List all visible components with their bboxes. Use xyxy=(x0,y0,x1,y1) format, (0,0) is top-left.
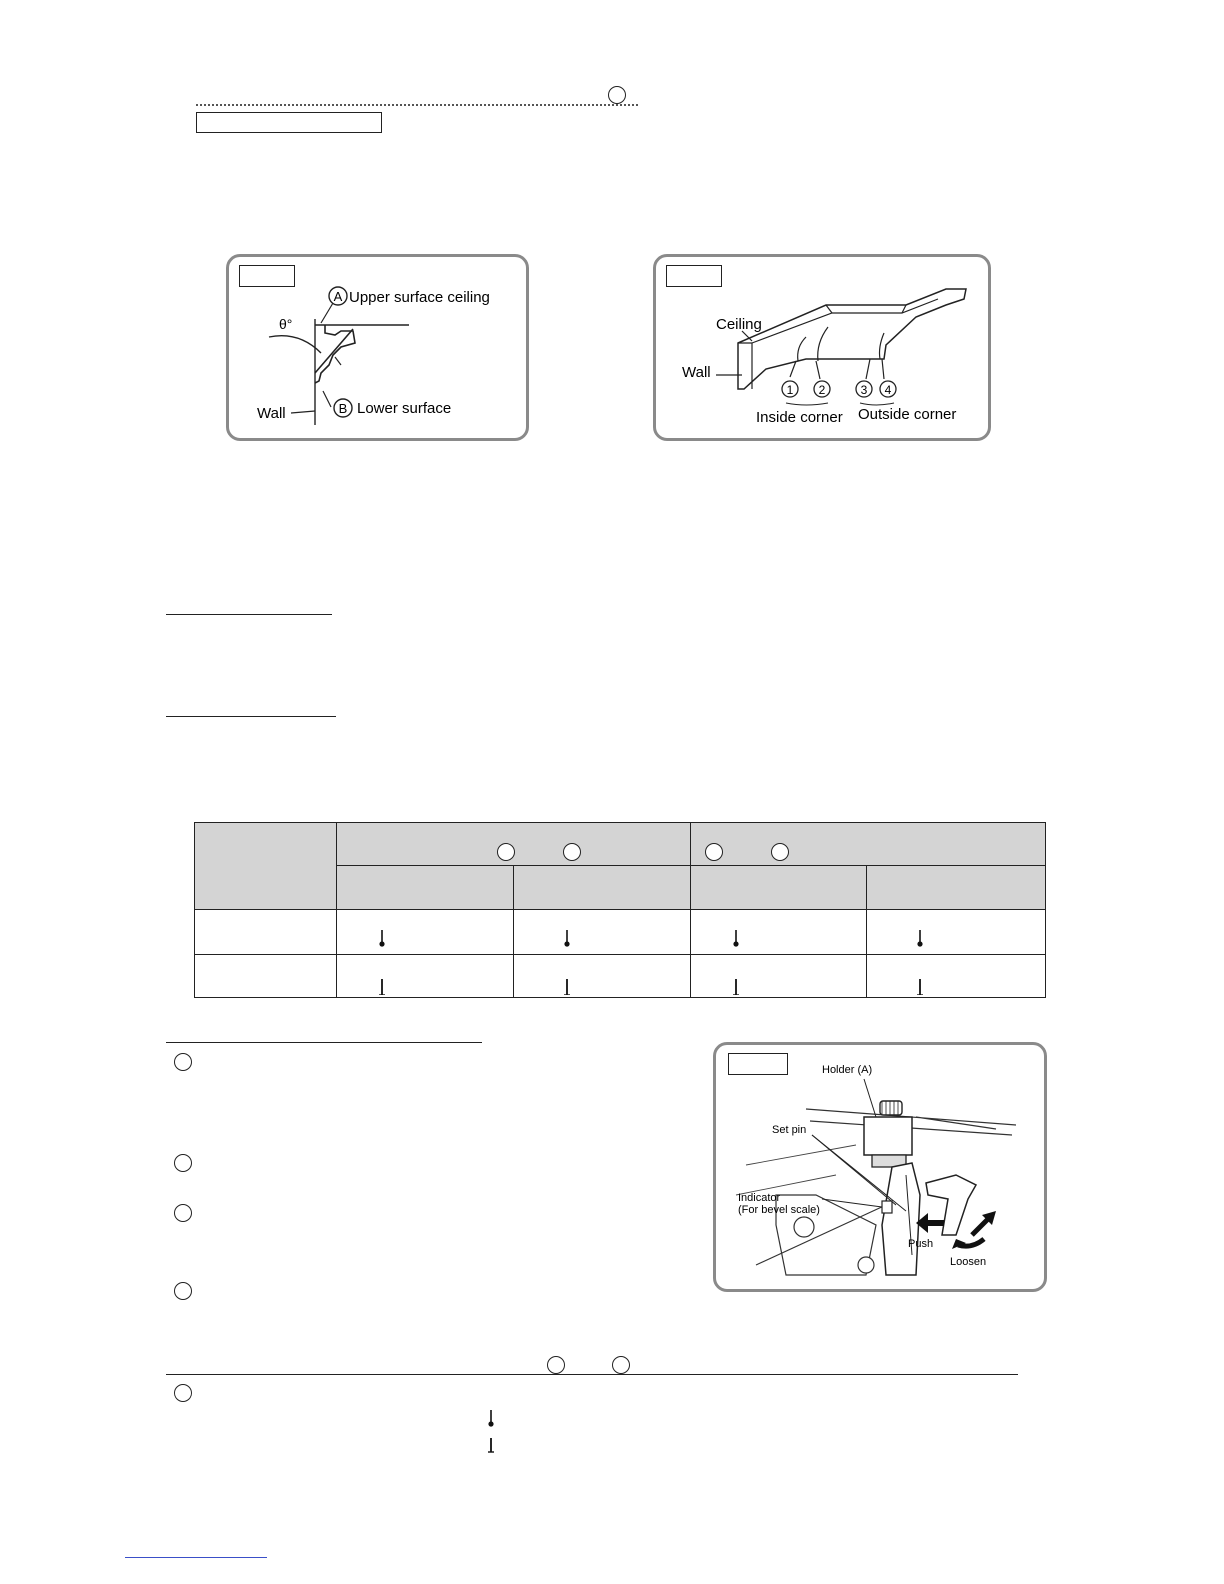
figure-corner-cuts xyxy=(653,254,991,441)
label-b-letter: B xyxy=(338,401,348,416)
table-subheader xyxy=(691,866,867,910)
cut-number-1: 1 xyxy=(786,383,794,397)
cut-number-3: 3 xyxy=(860,383,868,397)
step-5-marker xyxy=(174,1384,192,1402)
table-cell xyxy=(867,955,1046,998)
label-lower-surface: Lower surface xyxy=(357,400,452,417)
table-subheader xyxy=(867,866,1046,910)
set-pin-label: Set pin xyxy=(772,1124,807,1136)
step-marker-circle xyxy=(608,86,626,104)
ceiling-label: Ceiling xyxy=(716,316,762,333)
table-row-label xyxy=(195,910,337,955)
pin-icon xyxy=(913,930,927,948)
pin-icon xyxy=(560,930,574,948)
step-1-marker xyxy=(174,1053,192,1071)
holder-label: Holder (A) xyxy=(822,1064,873,1076)
table-subheader xyxy=(514,866,691,910)
bevel-miter-table xyxy=(194,822,1046,998)
push-label: Push xyxy=(908,1238,934,1250)
inline-circle-marker xyxy=(547,1356,565,1374)
indicator-sub-label: (For bevel scale) xyxy=(738,1204,820,1216)
footer-link-underline[interactable] xyxy=(125,1557,267,1558)
header-circle-marker xyxy=(563,843,581,861)
pin-icon xyxy=(484,1410,498,1428)
outside-corner-label: Outside corner xyxy=(858,406,957,423)
figure-crown-molding-angle xyxy=(226,254,529,441)
crown-molding-angle-diagram xyxy=(229,257,529,441)
section-underline xyxy=(166,1042,482,1043)
pin-icon xyxy=(484,1436,498,1454)
header-circle-marker xyxy=(705,843,723,861)
pin-icon xyxy=(913,977,927,995)
table-cell xyxy=(691,910,867,955)
step-4-marker xyxy=(174,1282,192,1300)
loosen-label: Loosen xyxy=(950,1256,987,1268)
label-upper-surface: Upper surface ceiling xyxy=(349,289,490,306)
inline-circle-marker xyxy=(612,1356,630,1374)
cut-number-4: 4 xyxy=(884,383,892,397)
table-cell xyxy=(867,910,1046,955)
section-underline xyxy=(166,716,336,717)
inside-corner-label: Inside corner xyxy=(756,409,843,426)
top-dotted-rule xyxy=(196,104,638,106)
table-cell xyxy=(337,910,514,955)
header-box xyxy=(196,112,382,133)
table-group-header-1 xyxy=(337,823,691,866)
table-subheader xyxy=(337,866,514,910)
pin-icon xyxy=(729,977,743,995)
pin-icon xyxy=(375,930,389,948)
table-cell xyxy=(514,955,691,998)
indicator-label: Indicator xyxy=(738,1192,781,1204)
header-circle-marker xyxy=(771,843,789,861)
table-cell xyxy=(337,955,514,998)
cut-number-2: 2 xyxy=(818,383,826,397)
section-underline xyxy=(166,1374,1018,1375)
wall-label: Wall xyxy=(682,364,711,381)
figure-bevel-lock xyxy=(713,1042,1047,1292)
header-circle-marker xyxy=(497,843,515,861)
pin-icon xyxy=(729,930,743,948)
table-group-header-2 xyxy=(691,823,1046,866)
wall-label: Wall xyxy=(257,405,286,422)
pin-icon xyxy=(375,977,389,995)
corner-cuts-diagram xyxy=(656,257,991,441)
step-3-marker xyxy=(174,1204,192,1222)
angle-label: θ° xyxy=(279,316,293,332)
section-underline xyxy=(166,614,332,615)
table-corner-header xyxy=(195,823,337,910)
step-2-marker xyxy=(174,1154,192,1172)
pin-icon xyxy=(560,977,574,995)
table-cell xyxy=(691,955,867,998)
table-row-label xyxy=(195,955,337,998)
table-cell xyxy=(514,910,691,955)
label-a-letter: A xyxy=(333,289,343,304)
bevel-lock-diagram xyxy=(716,1045,1047,1292)
